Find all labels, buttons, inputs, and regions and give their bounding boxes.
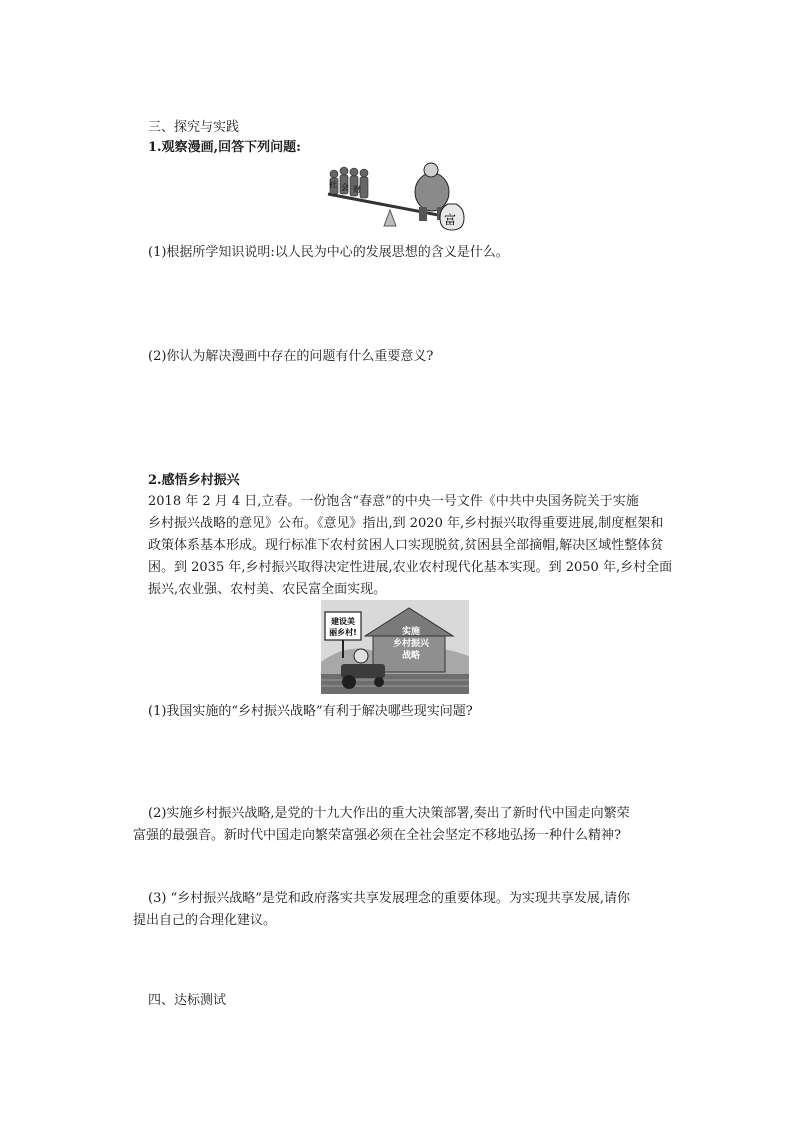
section-4-title: 四、达标测试 (148, 993, 227, 1008)
house-text-1: 实施 (401, 627, 421, 637)
sub3-line: 提出自己的合理化建议。 (133, 913, 277, 928)
question-1-sub-1: (1)根据所学知识说明:以人民为中心的发展思想的含义是什么。 (148, 245, 509, 260)
sub2-line: 富强的最强音。新时代中国走向繁荣富强必须在全社会坚定不移地弘扬一种什么精神? (133, 828, 621, 843)
rural-revitalization-picture (321, 600, 469, 694)
cartoon-char-3: 财 (353, 185, 361, 194)
sign-text-1: 建设美 (331, 617, 355, 626)
section-3-title: 三、探究与实践 (148, 120, 240, 135)
passage-line: 政策体系基本形成。现行标准下农村贫困人口实现脱贫,贫困县全部摘帽,解决区域性整体贫 (148, 538, 664, 553)
question-2-sub-1: (1)我国实施的“乡村振兴战略”有利于解决哪些现实问题? (148, 704, 473, 719)
passage-line: 振兴,农业强、农村美、农民富全面实现。 (148, 582, 387, 597)
question-2-passage (148, 491, 678, 601)
question-1-sub-2: (2)你认为解决漫画中存在的问题有什么重要意义? (148, 349, 434, 364)
passage-line: 困。到 2035 年,乡村振兴取得决定性进展,农业农村现代化基本实现。到 2050 年,乡村全面 (148, 560, 673, 575)
cartoon-char-1: 社 (329, 180, 337, 189)
house-text-2: 乡村振兴 (392, 639, 430, 649)
sign-text-2: 丽乡村! (329, 628, 357, 637)
wealth-gap-cartoon (320, 160, 476, 234)
question-2-heading: 2.感悟乡村振兴 (148, 473, 240, 488)
house-text-3: 战略 (401, 651, 421, 661)
question-1-heading: 1.观察漫画,回答下列问题: (148, 140, 301, 155)
sub2-line: (2)实施乡村振兴战略,是党的十九大作出的重大决策部署,奏出了新时代中国走向繁荣 (148, 806, 630, 821)
question-2-sub-2 (133, 803, 663, 847)
passage-line: 2018 年 2 月 4 日,立春。一份饱含“春意”的中央一号文件《中共中央国务院关于实施 (148, 494, 639, 509)
cartoon-char-2: 会 (341, 183, 349, 192)
question-2-sub-3 (133, 888, 663, 932)
sub3-line: (3) “乡村振兴战略”是党和政府落实共享发展理念的重要体现。为实现共享发展,请你 (148, 891, 630, 906)
passage-line: 乡村振兴战略的意见》公布。《意见》指出,到 2020 年,乡村振兴取得重要进展,制度框架和 (148, 516, 664, 531)
cartoon-rich-char: 富 (444, 213, 457, 227)
